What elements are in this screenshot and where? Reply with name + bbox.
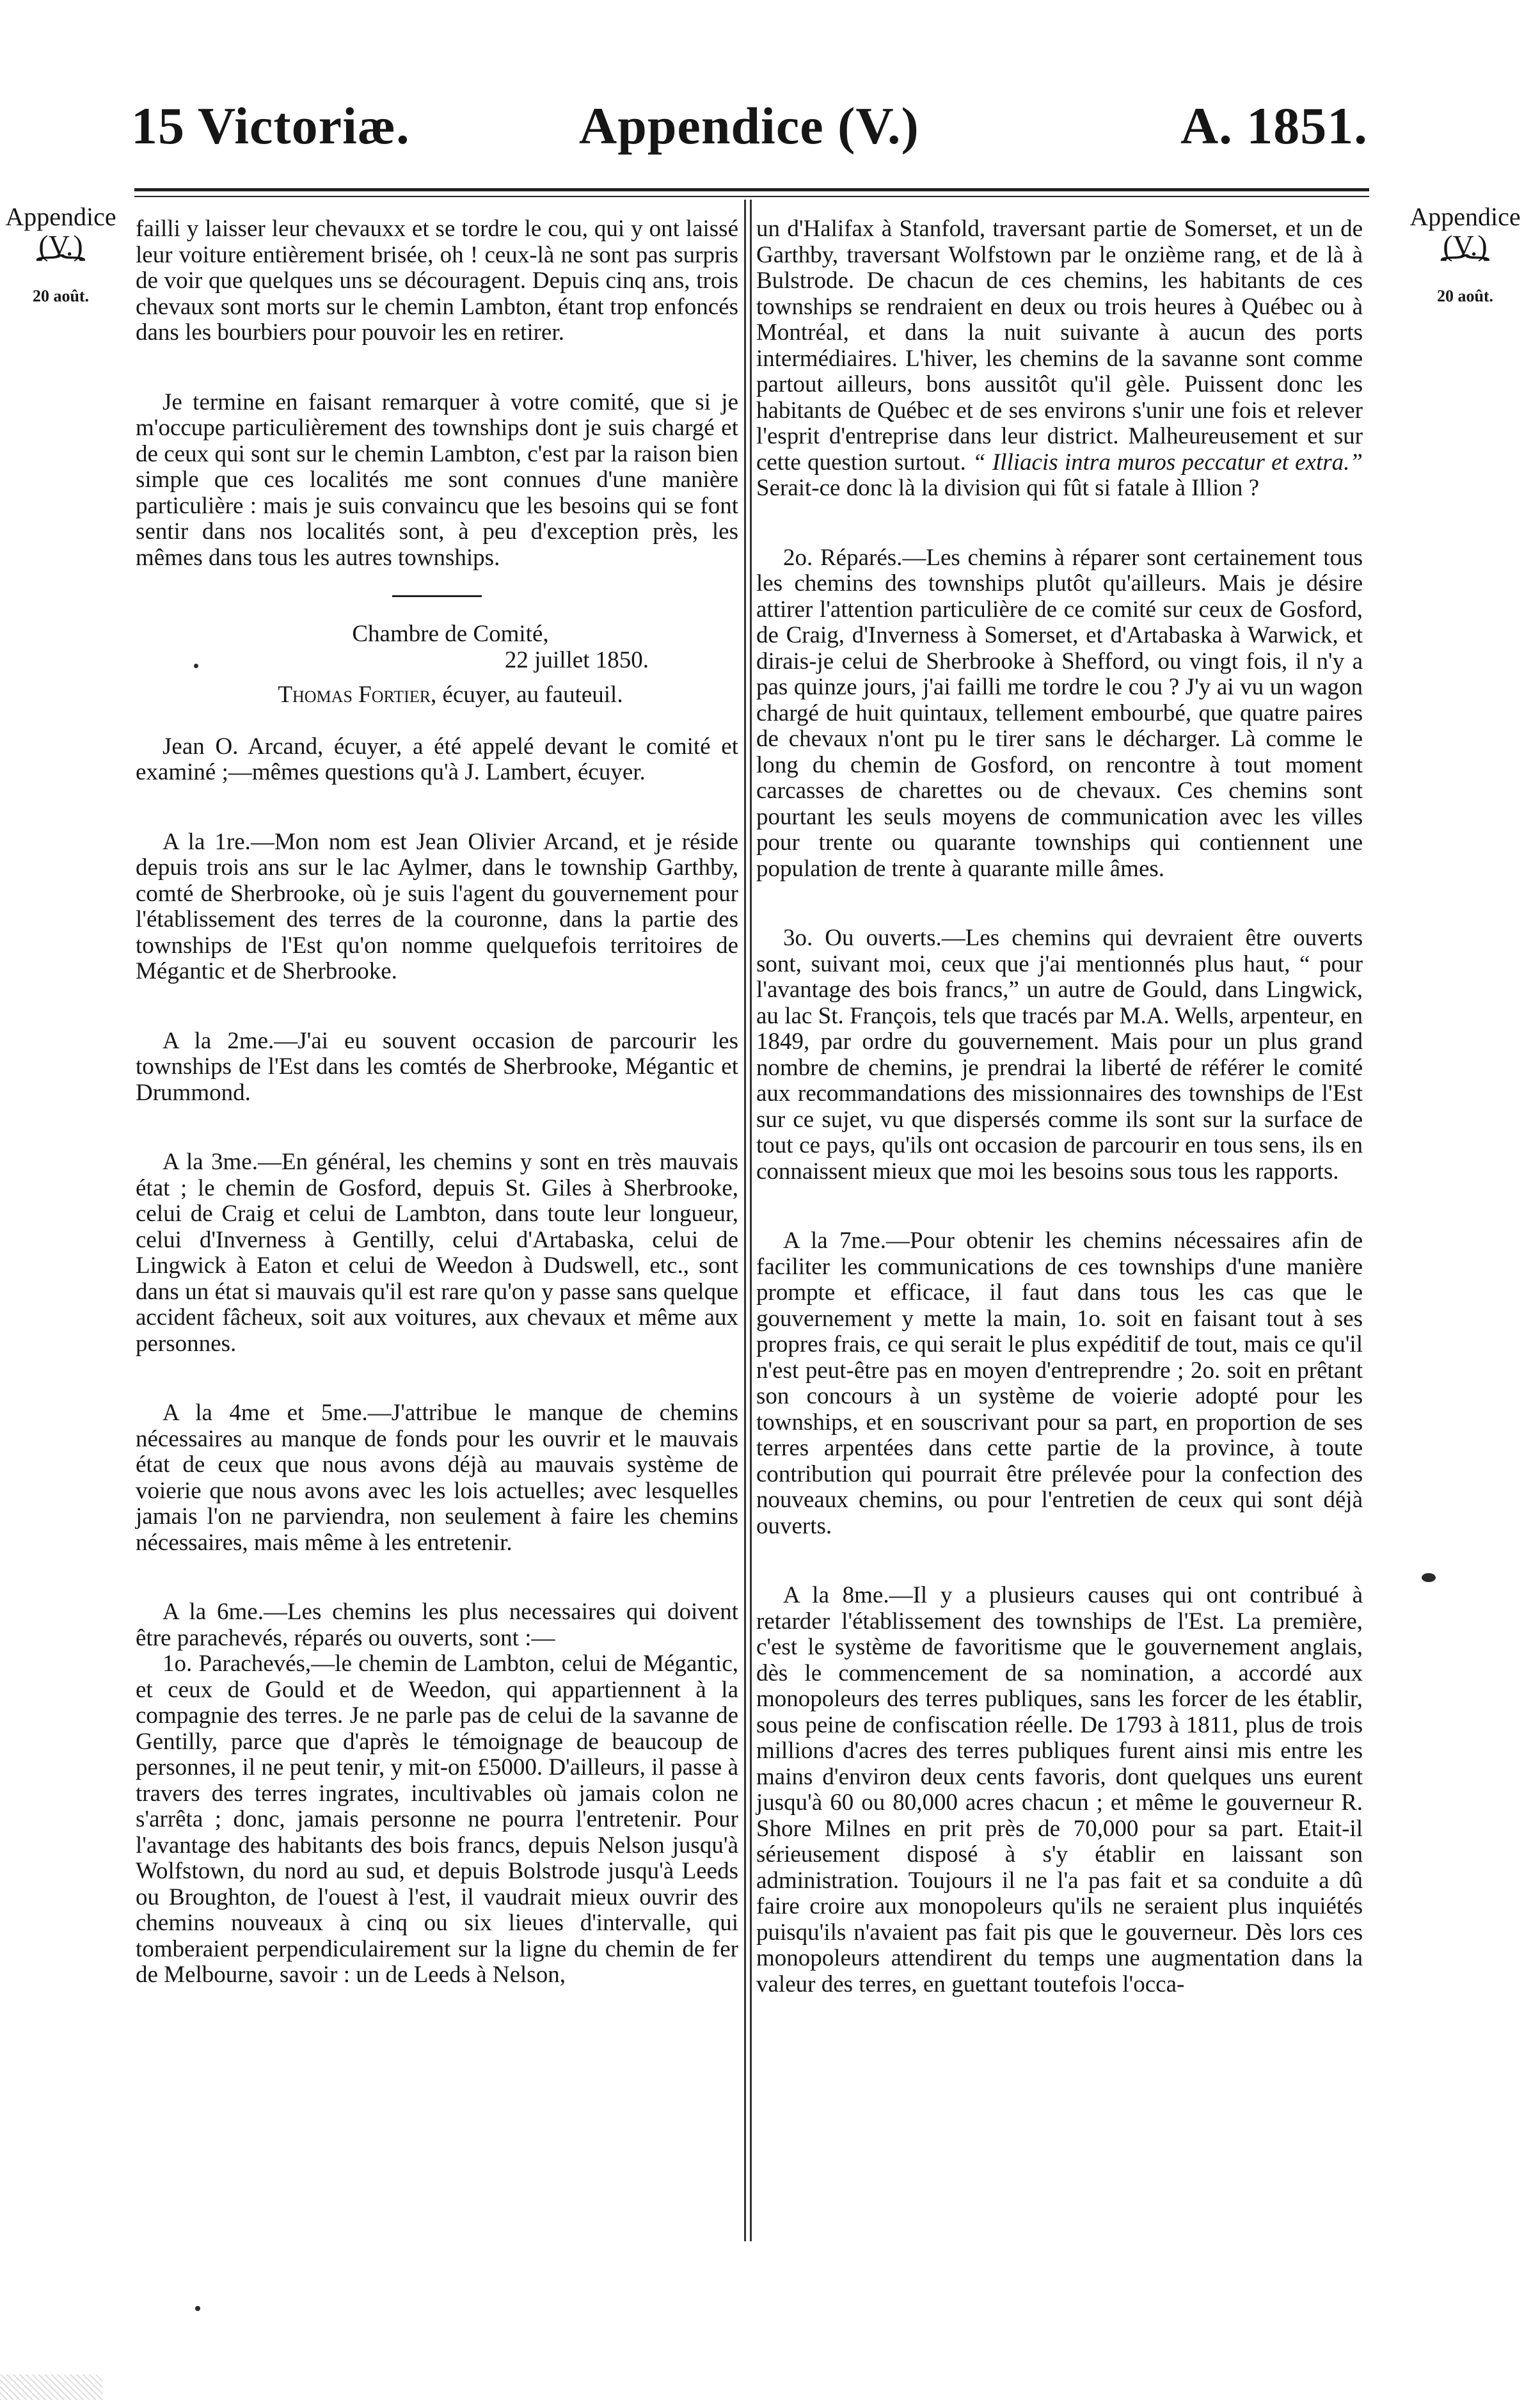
header-rule-thin bbox=[134, 196, 1369, 197]
section-divider bbox=[392, 595, 482, 597]
answer-1: A la 1re.—Mon nom est Jean Olivier Arcand, et je réside depuis trois ans sur le lac Aylmer, dans le township Garthby, comté de Sherbrooke, où je suis l'agent du gouvernement pour l'établissement des terres de la couronne, dans la partie des townships de l'Est qu'on nomme quelquefois territoires de Mégantic et de Sherbrooke. bbox=[136, 828, 738, 984]
margin-note-left bbox=[0, 204, 122, 306]
answer-6-item-3: 3o. Ou ouverts.—Les chemins qui devraient être ouverts sont, suivant moi, ceux que j'ai mentionnés plus haut, “ pour l'avantage des bois francs,” un autre de Gould, dans Lingwick, au lac St. François, tels que tracés par M.A. Wells, arpenteur, en 1849, par ordre du gouvernement. Mais pour un plus grand nombre de chemins, je prendrai la liberté de référer le comité aux recommandations des missionnaires des townships de l'Est sur ce sujet, vu que dispersés comme ils sont sur la surface de tout ce pays, qu'ils ont occasion de parcourir en tous sens, ils en connaissent mieux que moi les besoins sous tous les rapports. bbox=[756, 925, 1363, 1185]
session-date: 22 juillet 1850. bbox=[504, 646, 649, 673]
margin-note-title: Appendice bbox=[1409, 202, 1521, 231]
scan-speck bbox=[1422, 1573, 1436, 1582]
chair-line bbox=[136, 682, 738, 708]
brace-icon: ⏞ bbox=[35, 255, 86, 286]
running-head-session: 15 Victoriæ. bbox=[131, 97, 410, 155]
running-head-appendix: Appendice (V.) bbox=[579, 97, 919, 155]
margin-note-number: (V.) bbox=[1443, 229, 1488, 262]
answer-3: A la 3me.—En général, les chemins y sont en très mauvais état ; le chemin de Gosford, depuis St. Giles à Sherbrooke, celui de Craig et celui de Lambton, dans toute leur longueur, celui d'Inverness à Gentilly, celui d'Artabaska, celui de Lingwick à Eaton et celui de Weedon à Dudswell, etc., sont dans un état si mauvais qu'il est rare qu'on y passe sans quelque accident fâcheux, soit aux voitures, aux chevaux et même aux personnes. bbox=[136, 1149, 738, 1357]
running-head-year: A. 1851. bbox=[1180, 97, 1368, 155]
paragraph: Je termine en faisant remarquer à votre comité, que si je m'occupe particulièrement des townships dont je suis chargé et de ceux qui sont sur le chemin Lambton, c'est par la raison bien simple que ces localités me sont connues d'une manière particulière : mais je suis convaincu que les besoins qui se font sentir dans nos localités sont, à peu d'exception près, les mêmes dans tous les autres townships. bbox=[136, 388, 738, 571]
scan-edge-noise bbox=[0, 2374, 102, 2400]
margin-note-right bbox=[1404, 204, 1526, 306]
paragraph bbox=[756, 216, 1363, 502]
answer-2: A la 2me.—J'ai eu souvent occasion de parcourir les townships de l'Est dans les comtés de Sherbrooke, Mégantic et Drummond. bbox=[136, 1027, 738, 1106]
answer-6-item-2: 2o. Réparés.—Les chemins à réparer sont certainement tous les chemins des townships plutôt qu'ailleurs. Mais je désire attirer l'attention particulière de ce comité sur ceux de Gosford, de Craig, d'Inverness à Somerset, et d'Artabaska à Warwick, et dirais-je celui de Sherbrooke à Shefford, ou vingt fois, il n'y a pas quinze jours, j'ai failli me tordre le cou ? J'y ai vu un wagon chargé de huit quintaux, tellement embourbé, que quatre paires de chevaux n'ont pu le tirer sans le décharger. Là comme le long du chemin de Gosford, on rencontre à tout moment carcasses de charettes ou de chevaux. Ces chemins sont pourtant les seuls moyens de communication avec les villes pour trente ou quarante townships qui contiennent une population de trente à quarante mille âmes. bbox=[756, 544, 1363, 882]
paragraph: failli y laisser leur chevauxx et se tordre le cou, qui y ont laissé leur voiture entièrement brisée, oh ! ceux-là ne sont pas surpris de voir que quelques uns se découragent. Depuis cinq ans, trois chevaux sont morts sur le chemin Lambton, étant trop enfoncés dans les bourbiers pour pouvoir les en retirer. bbox=[136, 216, 738, 346]
margin-note-date: 20 août. bbox=[32, 287, 90, 305]
brace-icon: ⏞ bbox=[1440, 255, 1491, 286]
margin-note-title: Appendice bbox=[5, 202, 116, 231]
answer-6-item-1: 1o. Parachevés,—le chemin de Lambton, celui de Mégantic, et ceux de Gould et de Weedon, qui appartiennent à la compagnie des terres. Je ne parle pas de celui de la savanne de Gentilly, parce que d'après le témoignage de beaucoup de personnes, il ne peut tenir, y mit-on £5000. D'ailleurs, il passe à travers des terres ingrates, incultivables où jamais colon ne s'arrêta ; donc, jamais personne ne pourra l'entretenir. Pour l'avantage des habitants des bois francs, depuis Nelson jusqu'à Wolfstown, du nord au sud, et depuis Bolstrode jusqu'à Leeds ou Broughton, de l'ouest à l'est, il vaudrait mieux ouvrir des chemins nouveaux à cinq ou six lieues d'intervalle, qui tomberaient perpendiculairement sur la ligne du chemin de fer de Melbourne, savoir : un de Leeds à Nelson, bbox=[136, 1651, 738, 1988]
chair-title: , écuyer, au fauteuil. bbox=[431, 682, 623, 708]
margin-note-date: 20 août. bbox=[1436, 287, 1494, 305]
scan-speck bbox=[194, 664, 198, 668]
column-divider bbox=[744, 200, 746, 2241]
committee-room: Chambre de Comité, bbox=[352, 621, 549, 647]
scan-speck bbox=[195, 2306, 200, 2311]
witness-intro: Jean O. Arcand, écuyer, a été appelé devant le comité et examiné ;—mêmes questions qu'à J. Lambert, écuyer. bbox=[136, 733, 738, 785]
left-column bbox=[136, 216, 738, 1988]
answer-8: A la 8me.—Il y a plusieurs causes qui ont contribué à retarder l'établissement des townships de l'Est. La première, c'est le système de favoritisme que le gouvernement anglais, dès le commencement de sa nomination, a accordé aux monopoleurs des terres publiques, sans les forcer de les établir, sous peine de confiscation réelle. De 1793 à 1811, plus de trois millions d'acres des terres publiques furent ainsi mis entre les mains d'environ deux cents favoris, dont quelques uns eurent jusqu'à 60 ou 80,000 acres chacun ; et même le gouverneur R. Shore Milnes en prit près de 70,000 pour sa part. Etait-il sérieusement disposé à s'y établir en laissant son administration. Toujours il ne l'a pas fait et sa conduite a dû faire croire aux monopoleurs qu'ils ne seraient plus inquiétés puisqu'ils n'avaient pas fait pis que le gouverneur. Dès lors ces monopoleurs attendirent du temps une augmentation dans la valeur des terres, en guettant toutefois l'occa- bbox=[756, 1582, 1363, 1997]
margin-note-number: (V.) bbox=[38, 229, 83, 262]
header-rule-thick bbox=[134, 188, 1369, 191]
chair-name: Thomas Fortier bbox=[278, 682, 431, 708]
column-divider bbox=[750, 200, 752, 2241]
answer-7: A la 7me.—Pour obtenir les chemins nécessaires afin de faciliter les communications de ces townships d'une manière prompte et efficace, il faut dans tous les cas que le gouvernement y mette la main, 1o. soit en faisant tout à ses propres frais, ce qui serait le plus expéditif de tout, mais ce qu'il n'est peut-être pas en moyen d'entreprendre ; 2o. soit en prêtant son concours à un système de voierie adopté pour les townships, et en souscrivant pour sa part, en proportion de ses terres arpentées dans cette partie de la province, à toute contribution qui pourrait être prélevée pour la confection des nouveaux chemins, ou pour l'entretien de ceux qui sont déjà ouverts. bbox=[756, 1228, 1363, 1539]
latin-quote: “ Illiacis intra muros peccatur et extra.” bbox=[972, 449, 1363, 476]
paragraph-text: un d'Halifax à Stanfold, traversant partie de Somerset, et un de Garthby, traversant Wolfstown par le onzième rang, et de là à Bulstrode. De chacun de ces chemins, les habitants de ces townships se rendraient en deux ou trois heures à Québec ou à Montréal, et dans la nuit suivante à aucun des ports intermédiaires. L'hiver, les chemins de la savanne sont comme partout ailleurs, bons aussitôt qu'il gèle. Puissent donc les habitants de Québec et de ses environs s'unir une fois et relever l'esprit d'entreprise dans leur district. Malheureusement et sur cette question surtout. bbox=[756, 216, 1363, 476]
answer-4-5: A la 4me et 5me.—J'attribue le manque de chemins nécessaires au manque de fonds pour les ouvrir et le mauvais état de ceux que nous avons déjà au mauvais système de voierie que nous avons avec les lois actuelles; avec lesquelles jamais l'on ne parviendra, non seulement à faire les chemins nécessaires, mais même à les entretenir. bbox=[136, 1400, 738, 1556]
right-column bbox=[756, 216, 1363, 1997]
answer-6: A la 6me.—Les chemins les plus necessaires qui doivent être parachevés, réparés ou ouverts, sont :— bbox=[136, 1599, 738, 1651]
paragraph-end: Serait-ce donc là la division qui fût si fatale à Illion ? bbox=[756, 475, 1259, 501]
